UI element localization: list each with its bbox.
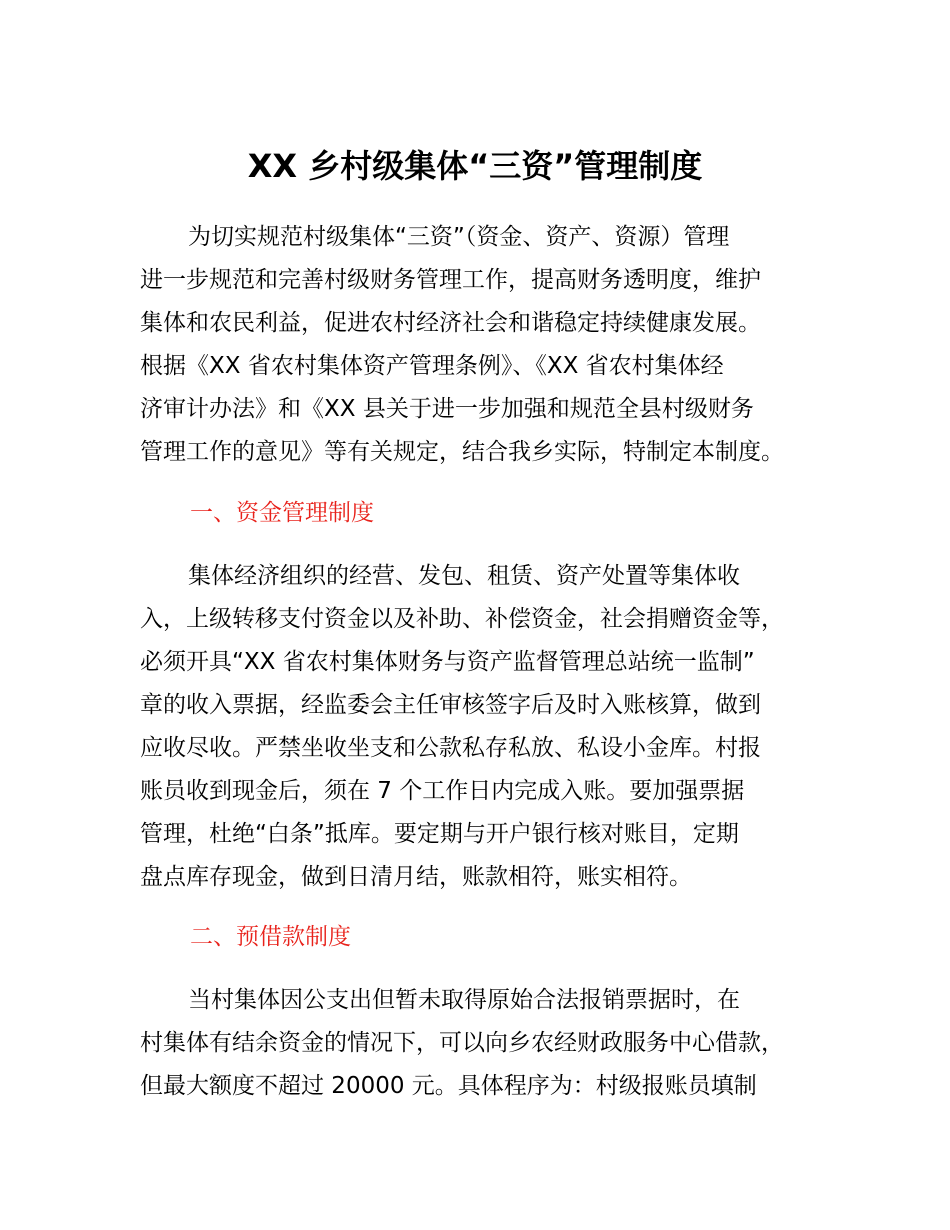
paragraph-line: 入，上级转移支付资金以及补助、补偿资金，社会捐赠资金等， — [140, 606, 784, 632]
section-heading-fund-management: 一、资金管理制度 — [190, 500, 374, 526]
paragraph-line: 村集体有结余资金的情况下，可以向乡农经财政服务中心借款， — [140, 1030, 784, 1056]
paragraph-line: 当村集体因公支出但暂未取得原始合法报销票据时，在 — [188, 987, 740, 1013]
paragraph-line: 进一步规范和完善村级财务管理工作，提高财务透明度，维护 — [140, 267, 761, 293]
document-title: XX 乡村级集体“三资”管理制度 — [247, 147, 703, 185]
section-paragraph-advance-loan — [140, 979, 840, 1108]
paragraph-line: 但最大额度不超过 20000 元。具体程序为：村级报账员填制 — [140, 1073, 757, 1099]
paragraph-line: 集体和农民利益，促进农村经济社会和谐稳定持续健康发展。 — [140, 310, 761, 336]
paragraph-line: 账员收到现金后，须在 7 个工作日内完成入账。要加强票据 — [140, 778, 745, 804]
paragraph-line: 为切实规范村级集体“三资”（资金、资产、资源）管理 — [188, 224, 730, 250]
paragraph-line: 济审计办法》和《XX 县关于进一步加强和规范全县村级财务 — [140, 396, 754, 422]
paragraph-line: 必须开具“XX 省农村集体财务与资产监督管理总站统一监制” — [140, 649, 755, 675]
paragraph-line: 章的收入票据，经监委会主任审核签字后及时入账核算，做到 — [140, 692, 761, 718]
paragraph-line: 根据《XX 省农村集体资产管理条例》、《XX 省农村集体经 — [140, 353, 724, 379]
intro-paragraph — [140, 216, 840, 474]
paragraph-line: 盘点库存现金，做到日清月结，账款相符，账实相符。 — [140, 864, 692, 890]
paragraph-line: 管理工作的意见》等有关规定，结合我乡实际，特制定本制度。 — [140, 439, 784, 465]
paragraph-line: 集体经济组织的经营、发包、租赁、资产处置等集体收 — [188, 563, 740, 589]
paragraph-line: 应收尽收。严禁坐收坐支和公款私存私放、私设小金库。村报 — [140, 735, 761, 761]
paragraph-line: 管理，杜绝“白条”抵库。要定期与开户银行核对账目，定期 — [140, 821, 739, 847]
section-paragraph-fund-management — [140, 555, 840, 899]
section-heading-advance-loan: 二、预借款制度 — [190, 924, 351, 950]
